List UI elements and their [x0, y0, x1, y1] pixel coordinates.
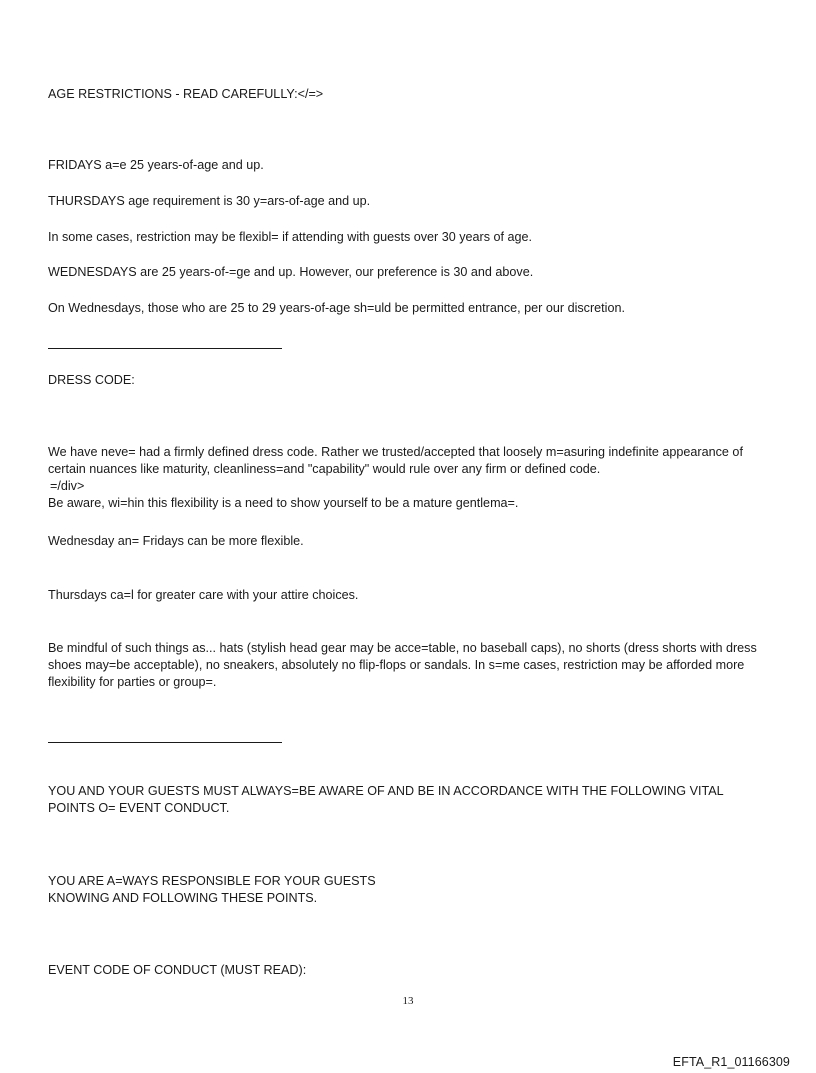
age-line-wednesdays: WEDNESDAYS are 25 years-of-=ge and up. However, our preference is 30 and above. [48, 265, 534, 279]
dress-code-stray-tag: =/div> [50, 479, 85, 493]
page-number: 13 [402, 995, 414, 1007]
conduct-notice: YOU AND YOUR GUESTS MUST ALWAYS=BE AWARE OF AND BE IN ACCORDANCE WITH THE FOLLOWING VITAL POINTS O= EVENT CONDUCT. [48, 784, 724, 815]
section-divider [48, 742, 282, 743]
dress-code-thursday: Thursdays ca=l for greater care with your attire choices. [48, 588, 359, 602]
responsible-line: YOU ARE A=WAYS RESPONSIBLE FOR YOUR GUESTS [48, 874, 376, 888]
age-line-thursdays: THURSDAYS age requirement is 30 y=ars-of-age and up. [48, 194, 371, 208]
responsible-line: KNOWING AND FOLLOWING THESE POINTS. [48, 891, 318, 905]
section-divider [48, 348, 282, 349]
dress-code-mature-note: Be aware, wi=hin this flexibility is a need to show yourself to be a mature gentlema=. [48, 496, 519, 510]
age-line-wednesday-discretion: On Wednesdays, those who are 25 to 29 years-of-age sh=uld be permitted entrance, per our discretion. [48, 301, 625, 315]
dress-code-mindful-paragraph: Be mindful of such things as... hats (stylish head gear may be acce=table, no baseball caps), no shorts (dress shorts with dress shoes may=be acceptable), no sneakers, absolutely no flip-flops or sandals. In s=me cases, restriction may be afforded more flexibility for parties or group=. [48, 641, 757, 689]
dress-code-heading: DRESS CODE: [48, 373, 135, 387]
dress-code-wednesday-friday: Wednesday an= Fridays can be more flexible. [48, 534, 304, 548]
dress-code-paragraph: We have neve= had a firmly defined dress code. Rather we trusted/accepted that loosely m=asuring indefinite appearance of certain nuances like maturity, cleanliness=and "capability" would rule over any firm or defined code. [48, 445, 743, 476]
code-of-conduct-heading: EVENT CODE OF CONDUCT (MUST READ): [48, 963, 307, 977]
age-line-flexible: In some cases, restriction may be flexibl= if attending with guests over 30 years of age. [48, 230, 533, 244]
age-line-fridays: FRIDAYS a=e 25 years-of-age and up. [48, 158, 264, 172]
age-restrictions-heading: AGE RESTRICTIONS - READ CAREFULLY:</=> [48, 87, 324, 101]
document-id: EFTA_R1_01166309 [672, 1055, 790, 1069]
